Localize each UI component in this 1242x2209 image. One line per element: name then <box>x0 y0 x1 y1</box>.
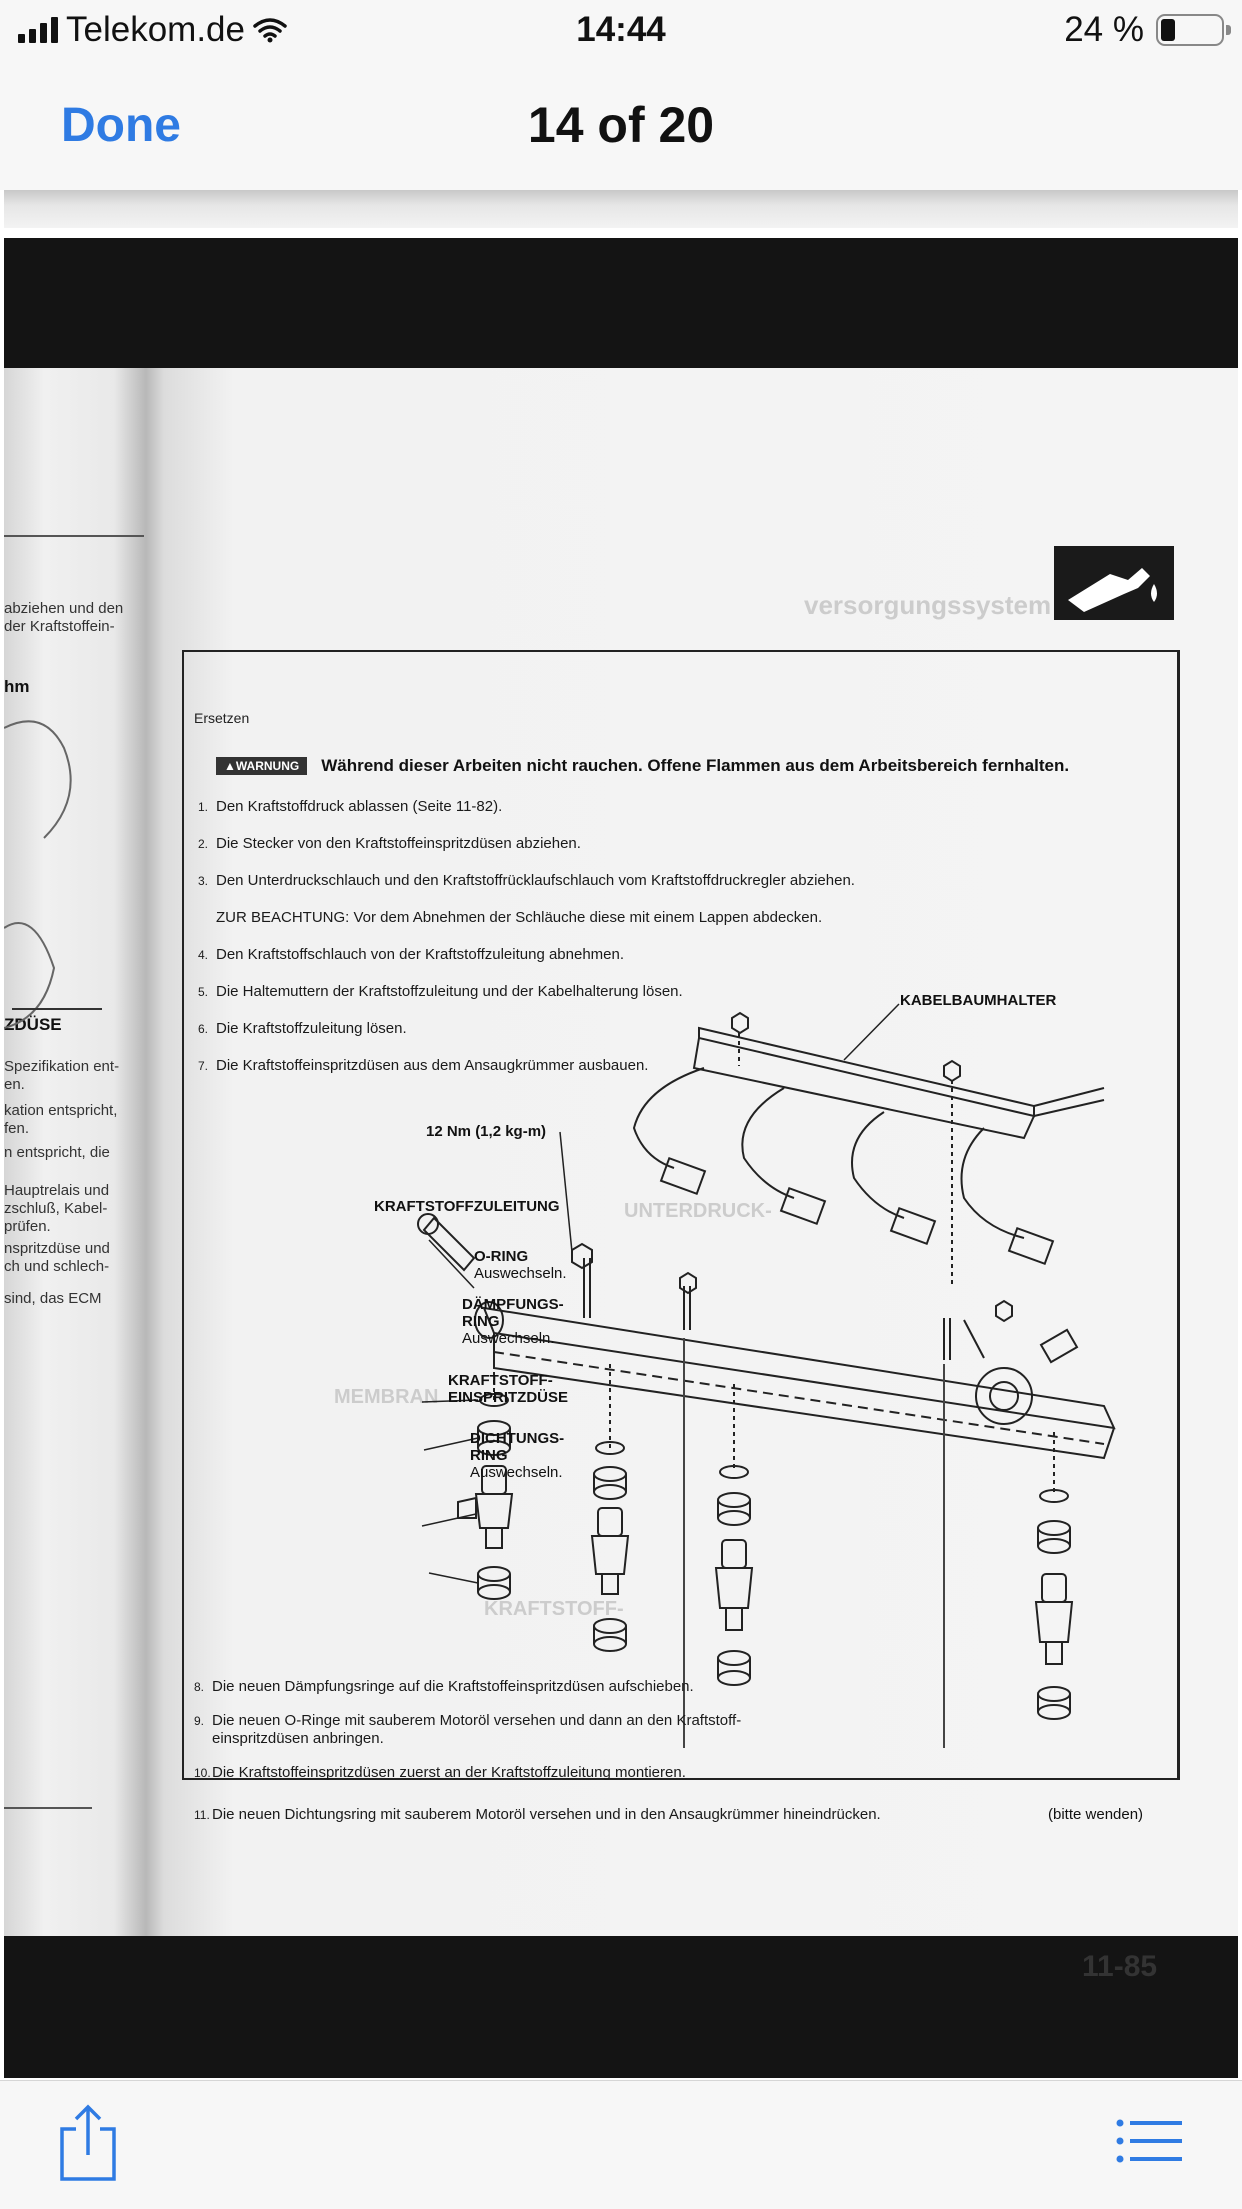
label-einspritzduese: KRAFTSTOFF- EINSPRITZDÜSE <box>448 1372 569 1406</box>
status-bar <box>0 0 1242 64</box>
left-page-drawing <box>4 368 144 1936</box>
clock: 14:44 <box>576 10 666 49</box>
bleed-through-text: KRAFTSTOFF- <box>484 1598 624 1620</box>
document-viewer[interactable] <box>0 190 1242 2080</box>
label-kabelbaumhalter: KABELBAUMHALTER <box>900 992 1057 1009</box>
left-text: Hauptrelais und <box>4 1182 110 1199</box>
left-text: abziehen und den <box>4 600 124 617</box>
list-button[interactable] <box>1116 2119 1182 2165</box>
page-counter-title: 14 of 20 <box>527 97 715 153</box>
step-item-continuation: einspritzdüsen anbringen. <box>212 1730 384 1747</box>
share-icon <box>58 2103 118 2183</box>
bleed-through-text: MEMBRAN <box>334 1386 439 1408</box>
bleed-through-text: UNTERDRUCK- <box>624 1200 772 1222</box>
previous-page-edge[interactable] <box>4 190 1238 228</box>
list-icon <box>1116 2119 1182 2165</box>
label-o-ring: O-RING Auswechseln. <box>474 1248 567 1282</box>
left-text: hm <box>4 677 30 696</box>
left-text: en. <box>4 1076 25 1093</box>
battery-group <box>1064 10 1224 50</box>
warning-badge: ▲WARNUNG <box>216 757 307 775</box>
warning-notice <box>216 756 1069 776</box>
battery-percent: 24 % <box>1064 10 1144 49</box>
label-torque: 12 Nm (1,2 kg-m) <box>426 1123 547 1140</box>
left-text: sind, das ECM <box>4 1290 102 1307</box>
step-item: 10.Die Kraftstoffeinspritzdüsen zuerst an der Kraftstoffzuleitung montieren. <box>194 1764 686 1781</box>
done-button[interactable]: Done <box>61 99 181 152</box>
left-text: der Kraftstoffein- <box>4 618 115 635</box>
label-daempfungsring: DÄMPFUNGS- RING Auswechseln. <box>462 1296 564 1347</box>
step-item: 1. Den Kraftstoffdruck ablassen (Seite 11-82). <box>198 798 503 815</box>
step-item: 3. Den Unterdruckschlauch und den Kraftstoffrücklaufschlauch vom Kraftstoffdruckregler abziehen. <box>198 872 855 889</box>
fuel-pump-icon <box>1054 546 1174 620</box>
manual-page <box>4 368 1238 1983</box>
step-item: 8. Die neuen Dämpfungsringe auf die Kraftstoffeinspritzdüsen aufschieben. <box>194 1678 694 1695</box>
left-text: prüfen. <box>4 1218 51 1235</box>
left-text: zschluß, Kabel- <box>4 1200 108 1217</box>
section-heading: Ersetzen <box>194 710 250 726</box>
left-text: fen. <box>4 1120 30 1137</box>
bottom-toolbar <box>0 2080 1242 2209</box>
step-item: 6. Die Kraftstoffzuleitung lösen. <box>198 1020 407 1037</box>
step-note: ZUR BEACHTUNG: Vor dem Abnehmen der Schläuche diese mit einem Lappen abdecken. <box>216 909 823 926</box>
step-item: 11. Die neuen Dichtungsring mit sauberem Motoröl versehen und in den Ansaugkrümmer hineindrücken. <box>194 1806 881 1823</box>
battery-icon <box>1156 14 1224 46</box>
left-text: ZDÜSE <box>4 1015 62 1034</box>
left-text: Spezifikation ent- <box>4 1058 120 1075</box>
page-number: 11-85 <box>1082 1950 1158 1983</box>
left-text: n entspricht, die <box>4 1144 110 1161</box>
left-text: kation entspricht, <box>4 1102 118 1119</box>
step-item: 7. Die Kraftstoffeinspritzdüsen aus dem Ansaugkrümmer ausbauen. <box>198 1057 649 1074</box>
step-item: 4. Den Kraftstoffschlauch von der Kraftstoffzuleitung abnehmen. <box>198 946 625 963</box>
label-dichtungsring: DICHTUNGS- RING Auswechseln. <box>470 1430 565 1481</box>
navigation-bar <box>0 64 1242 191</box>
step-item: 5. Die Haltemuttern der Kraftstoffzuleitung und der Kabelhalterung lösen. <box>198 983 683 1000</box>
left-page-edge <box>4 368 144 1936</box>
bleed-through-text: versorgungssystem <box>804 590 1052 620</box>
warning-text: Während dieser Arbeiten nicht rauchen. Offene Flammen aus dem Arbeitsbereich fernhalten. <box>321 756 1070 775</box>
share-button[interactable] <box>58 2103 118 2183</box>
scanned-page-photo <box>4 238 1238 2078</box>
step-item: 9. Die neuen O-Ringe mit sauberem Motoröl versehen und dann an den Kraftstoff- <box>194 1712 742 1729</box>
continue-note: (bitte wenden) <box>1048 1806 1144 1823</box>
left-text: ch und schlech- <box>4 1258 110 1275</box>
left-text: nspritzdüse und <box>4 1240 110 1257</box>
label-kraftstoffzuleitung: KRAFTSTOFFZULEITUNG <box>374 1198 560 1215</box>
step-item: 2. Die Stecker von den Kraftstoffeinspritzdüsen abziehen. <box>198 835 581 852</box>
carrier-name: Telekom.de <box>66 10 245 49</box>
